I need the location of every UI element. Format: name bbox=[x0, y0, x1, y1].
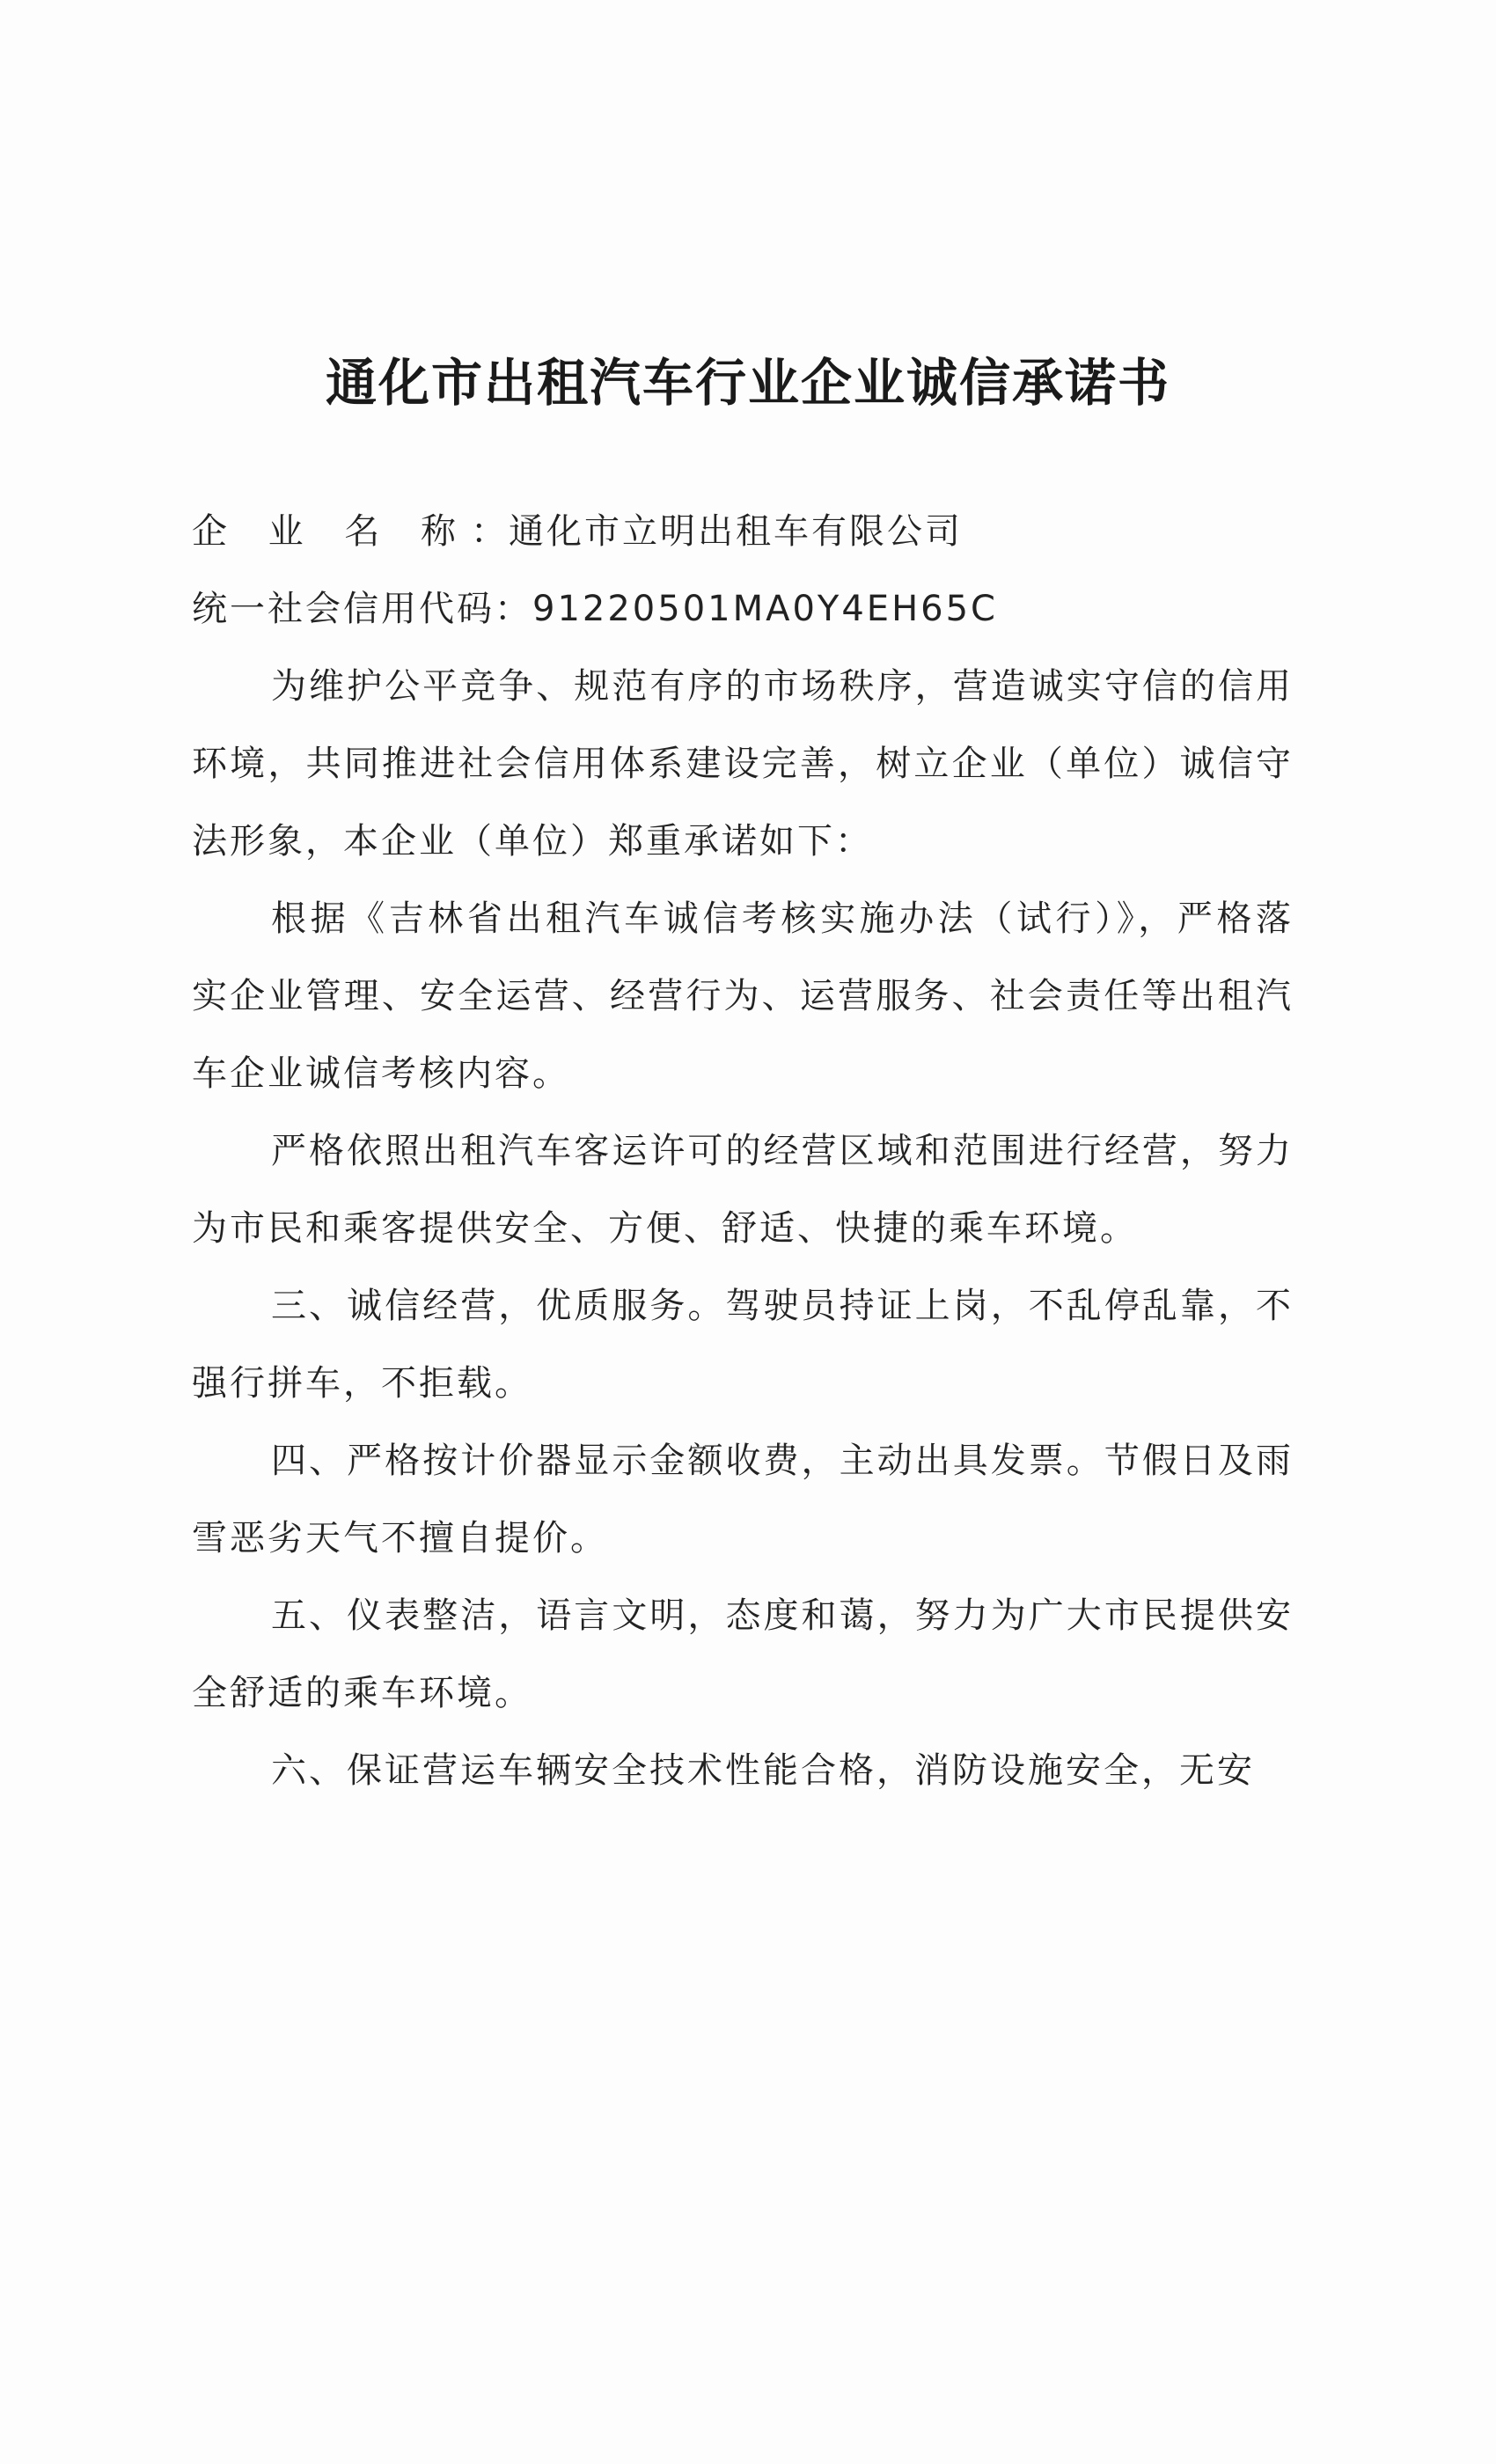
paragraph-item-3: 三、诚信经营，优质服务。驾驶员持证上岗，不乱停乱靠，不强行拼车，不拒载。 bbox=[192, 1286, 1294, 1404]
enterprise-name-value: 通化市立明出租车有限公司 bbox=[509, 511, 963, 552]
credit-code-line bbox=[192, 570, 1294, 648]
paragraph-intro: 为维护公平竞争、规范有序的市场秩序，营造诚实守信的信用环境，共同推进社会信用体系建设完善，树立企业（单位）诚信守法形象，本企业（单位）郑重承诺如下： bbox=[192, 666, 1294, 862]
paragraph-item-1: 根据《吉林省出租汽车诚信考核实施办法（试行）》，严格落实企业管理、安全运营、经营行为、运营服务、社会责任等出租汽车企业诚信考核内容。 bbox=[192, 898, 1294, 1094]
paragraph-item-2: 严格依照出租汽车客运许可的经营区域和范围进行经营，努力为市民和乘客提供安全、方便、舒适、快捷的乘车环境。 bbox=[192, 1131, 1294, 1249]
enterprise-name-label: 企 业 名 称： bbox=[192, 511, 509, 552]
credit-code-value: 91220501MA0Y4EH65C bbox=[532, 589, 998, 629]
enterprise-name-line bbox=[192, 493, 1294, 570]
document-body bbox=[192, 493, 1294, 1809]
paragraph-item-4: 四、严格按计价器显示金额收费，主动出具发票。节假日及雨雪恶劣天气不擅自提价。 bbox=[192, 1441, 1294, 1558]
credit-code-label: 统一社会信用代码： bbox=[192, 589, 532, 629]
paragraph-item-5: 五、仪表整洁，语言文明，态度和蔼，努力为广大市民提供安全舒适的乘车环境。 bbox=[192, 1595, 1294, 1713]
paragraph-item-6: 六、保证营运车辆安全技术性能合格，消防设施安全，无安 bbox=[271, 1750, 1255, 1791]
document-title: 通化市出租汽车行业企业诚信承诺书 bbox=[325, 353, 1170, 413]
